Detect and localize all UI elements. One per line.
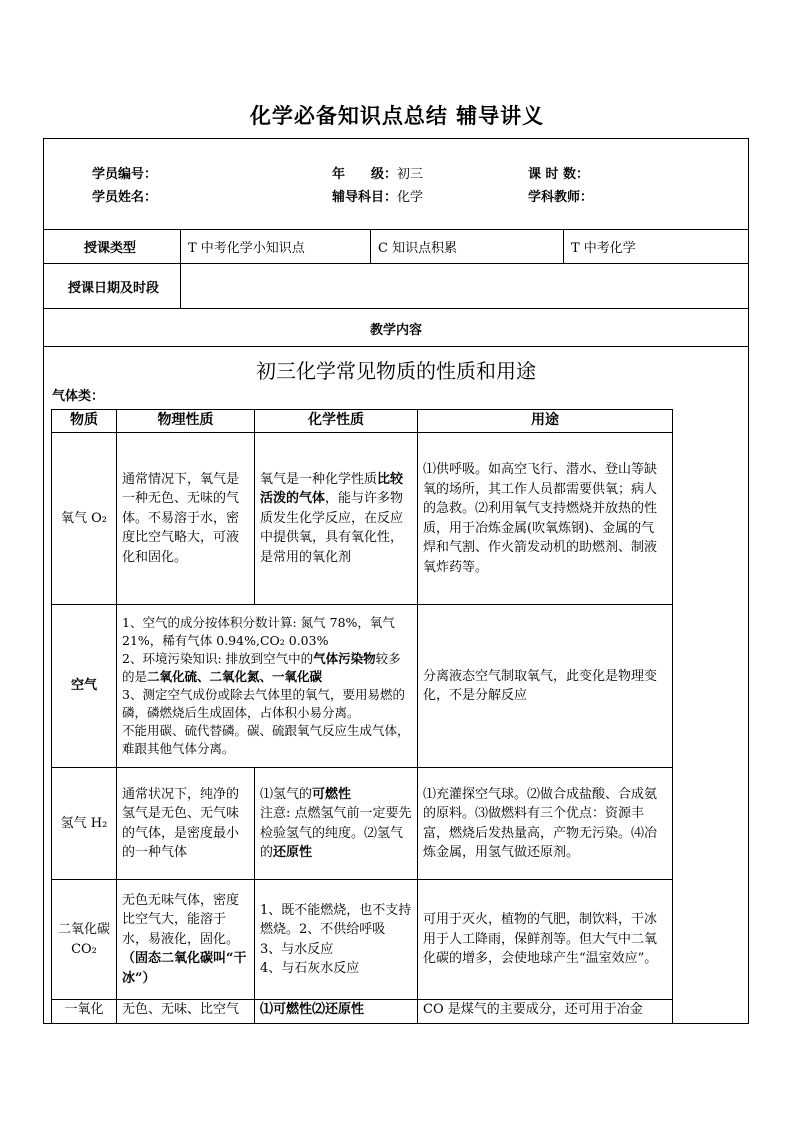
course-type-3: T 中考化学: [571, 241, 636, 256]
air-use: 分离液态空气制取氧气，此变化是物理变化，不是分解反应: [418, 605, 673, 768]
hydrogen-use: ⑴充灌探空气球。⑵做合成盐酸、合成氨的原料。⑶做燃料有三个优点：资源丰富，燃烧后发热量高，产物无污染。⑷冶炼金属，用氢气做还原剂。: [418, 768, 673, 880]
section-title: 初三化学常见物质的性质和用途: [256, 359, 536, 383]
course-date-label: 授课日期及时段: [68, 281, 160, 296]
student-name-label: 学员姓名：: [92, 190, 158, 205]
co-physical: 无色、无味、比空气: [117, 1000, 255, 1025]
co-chemical: ⑴可燃性⑵还原性: [255, 1000, 418, 1025]
subject-value: 化学: [397, 190, 424, 205]
oxygen-use: ⑴供呼吸。如高空飞行、潜水、登山等缺氧的场所，其工作人员都需要供氧；病人的急救。⑵利用氧气支持燃烧并放热的性质，用于冶炼金属(吹氧炼钢)、金属的气焊和气割、作火箭发动机的助燃剂、制液氧炸药等。: [418, 433, 673, 605]
air-name: 空气: [52, 605, 117, 768]
table-header-row: [52, 410, 673, 433]
co2-chemical: 1、既不能燃烧，也不支持燃烧。2、不供给呼吸 3、与水反应 4、与石灰水反应: [255, 880, 418, 1000]
table-row-hydrogen: [52, 768, 673, 880]
grade-label: 年 级：初三: [332, 167, 424, 182]
hydrogen-name: 氢气 H₂: [52, 768, 117, 880]
co-name: 一氧化: [52, 1000, 117, 1025]
teaching-content-label: 教学内容: [369, 323, 422, 338]
table-row-air: [52, 605, 673, 768]
header-use: 用途: [418, 410, 673, 433]
lesson-frame: [43, 138, 749, 1024]
co2-use: 可用于灭火，植物的气肥，制饮料，干冰用于人工降雨，保鲜剂等。但大气中二氧化碳的增多，会使地球产生“温室效应”。: [418, 880, 673, 1000]
hours-label: 课 时 数：: [528, 167, 590, 182]
co2-physical: 无色无味气体，密度比空气大，能溶于水，易液化，固化。（固态二氧化碳叫“干冰”）: [117, 880, 255, 1000]
divider: [180, 229, 181, 308]
divider: [44, 346, 748, 347]
air-properties: 1、空气的成分按体积分数计算: 氮气 78%，氧气 21%，稀有气体 0.94%,CO₂ 0.03% 2、环境污染知识: 排放到空气中的气体污染物较多的是二氧化硫、二氧化氮、一氧化碳 3、测定空气成份或除去气体里的氧气，要用易燃的磷，磷燃烧后生成固体，占体积小易分离。 不能用碳、硫代替磷。碳、硫跟氧气反应生成气体，难跟其他气体分离。: [117, 605, 418, 768]
course-type-label: 授课类型: [84, 241, 137, 256]
gas-properties-table: [51, 409, 673, 1024]
oxygen-name: 氧气 O₂: [52, 433, 117, 605]
grade-value: 初三: [397, 167, 424, 182]
co2-name: 二氧化碳 CO₂: [52, 880, 117, 1000]
teacher-label: 学科教师：: [528, 190, 594, 205]
divider: [44, 229, 748, 230]
divider: [44, 308, 748, 309]
student-no-label: 学员编号：: [92, 167, 158, 182]
header-physical: 物理性质: [117, 410, 255, 433]
table-row-co: [52, 1000, 673, 1025]
divider: [370, 229, 371, 263]
course-type-2: C 知识点积累: [378, 241, 458, 256]
oxygen-chemical: 氧气是一种化学性质比较活泼的气体，能与许多物质发生化学反应，在反应中提供氧，具有氧化性，是常用的氧化剂: [255, 433, 418, 605]
co-use: CO 是煤气的主要成分，还可用于冶金: [418, 1000, 673, 1025]
hydrogen-physical: 通常状况下，纯净的氢气是无色、无气味的气体，是密度最小的一种气体: [117, 768, 255, 880]
divider: [563, 229, 564, 263]
subject-label: 辅导科目：化学: [332, 190, 424, 205]
divider: [44, 263, 748, 264]
oxygen-physical: 通常情况下，氧气是一种无色、无味的气体。不易溶于水，密度比空气略大，可液化和固化。: [117, 433, 255, 605]
table-row-oxygen: [52, 433, 673, 605]
gas-category-label: 气体类：: [52, 389, 105, 404]
header-substance: 物质: [52, 410, 117, 433]
header-chemical: 化学性质: [255, 410, 418, 433]
hydrogen-chemical: ⑴氢气的可燃性 注意: 点燃氢气前一定要先检验氢气的纯度。⑵氢气的还原性: [255, 768, 418, 880]
page-title: 化学必备知识点总结 辅导讲义: [249, 103, 545, 128]
table-row-co2: [52, 880, 673, 1000]
course-type-1: T 中考化学小知识点: [188, 241, 305, 256]
